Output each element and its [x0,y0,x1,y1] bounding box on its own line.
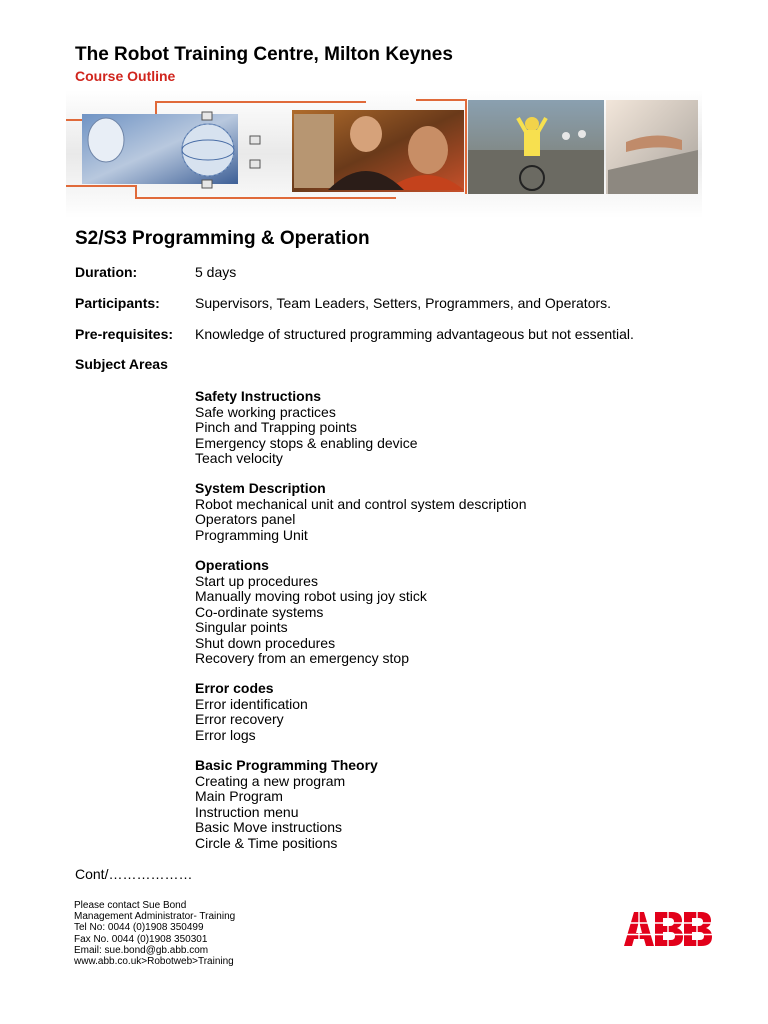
prerequisites-label: Pre-requisites: [75,326,174,342]
list-item: Operators panel [195,511,296,527]
participants-value: Supervisors, Team Leaders, Setters, Programmers, and Operators. [195,295,612,311]
page-subtitle: Course Outline [75,68,176,84]
list-item: Circle & Time positions [195,834,338,851]
continued-note: Cont/……………… [75,866,193,882]
contact-line: Fax No. 0044 (0)1908 350301 [74,933,208,945]
section-system-description [195,481,527,543]
contact-block [74,900,235,967]
subject-areas-heading: Subject Areas [75,356,168,372]
section-safety-instructions [195,389,418,467]
section-title: Operations [195,557,269,573]
list-item: Pinch and Trapping points [195,419,357,435]
section-title: Error codes [195,680,274,696]
list-item: Creating a new program [195,772,346,789]
list-item: Start up procedures [195,572,318,589]
list-item: Manually moving robot using joy stick [195,588,427,604]
section-error-codes [195,681,308,743]
page-title: The Robot Training Centre, Milton Keynes [75,44,453,65]
contact-line: Tel No: 0044 (0)1908 350499 [74,922,204,934]
list-item: Error recovery [195,711,284,727]
duration-label: Duration: [75,264,138,280]
list-item: Safe working practices [195,403,336,420]
section-operations [195,558,427,667]
list-item: Recovery from an emergency stop [195,650,409,666]
contact-line: Please contact Sue Bond [74,900,187,911]
section-title: Safety Instructions [195,388,322,404]
participants-label: Participants: [75,295,160,311]
list-item: Singular points [195,619,288,635]
section-title: Basic Programming Theory [195,757,378,773]
list-item: Main Program [195,788,283,804]
contact-line: Management Administrator- Training [74,911,236,923]
list-item: Emergency stops & enabling device [195,434,418,451]
list-item: Error logs [195,726,256,743]
abb-logo [624,912,712,946]
list-item: Co-ordinate systems [195,603,324,620]
list-item: Error identification [195,695,308,712]
contact-email: Email: sue.bond@gb.abb.com [74,944,209,956]
contact-website: www.abb.co.uk>Robotweb>Training [74,956,234,968]
list-item: Basic Move instructions [195,819,343,835]
list-item: Shut down procedures [195,634,336,651]
course-title: S2/S3 Programming & Operation [75,228,370,249]
list-item: Programming Unit [195,526,308,543]
section-basic-programming-theory [195,758,378,851]
list-item: Robot mechanical unit and control system description [195,495,527,512]
section-title: System Description [195,480,326,496]
duration-value: 5 days [195,264,237,280]
list-item: Instruction menu [195,803,299,820]
banner-image [66,90,702,218]
prerequisites-value: Knowledge of structured programming advantageous but not essential. [195,326,634,342]
list-item: Teach velocity [195,450,283,466]
